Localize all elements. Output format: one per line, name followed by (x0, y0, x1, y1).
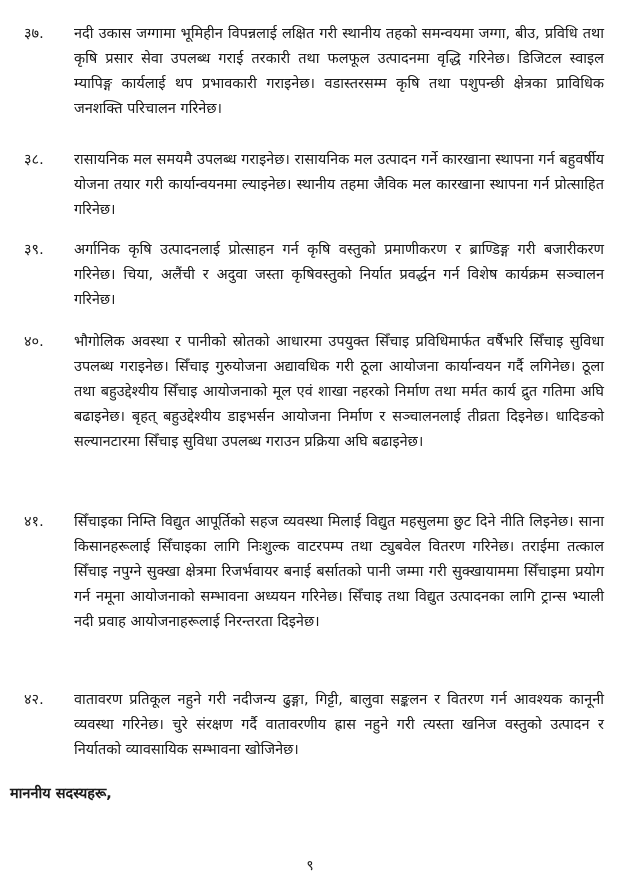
paragraph-number: ४१. (24, 514, 44, 530)
paragraph-number: ३९. (24, 242, 44, 258)
page-number: ९ (306, 858, 314, 874)
paragraph-number: ४०. (24, 334, 44, 350)
paragraph-number: ३८. (24, 152, 44, 168)
paragraph-41 (24, 510, 604, 635)
paragraph-text: भौगोलिक अवस्था र पानीको स्रोतको आधारमा उपयुक्त सिँचाइ प्रविधिमार्फत वर्षैभरि सिँचाइ सुविधा उपलब्ध गराइनेछ। सिँचाइ गुरुयोजना अद्यावधिक गरी ठूला आयोजना कार्यान्वयन गर्दै लगिनेछ। ठूला तथा बहुउद्देश्यीय सिँचाइ आयोजनाको मूल एवं शाखा नहरको निर्माण तथा मर्मत कार्य द्रुत गतिमा अघि बढाइनेछ। बृहत् बहुउद्देश्यीय डाइभर्सन आयोजना निर्माण र सञ्चालनलाई तीव्रता दिइनेछ। धादिङको सल्यानटारमा सिँचाइ सुविधा उपलब्ध गराउन प्रक्रिया अघि बढाइनेछ। (74, 334, 604, 450)
paragraph-text: वातावरण प्रतिकूल नहुने गरी नदीजन्य ढुङ्गा, गिट्टी, बालुवा सङ्कलन र वितरण गर्न आवश्यक कानूनी व्यवस्था गरिनेछ। चुरे संरक्षण गर्दै वातावरणीय ह्रास नहुने गरी त्यस्ता खनिज वस्तुको उत्पादन र निर्यातको व्यावसायिक सम्भावना खोजिनेछ। (74, 692, 604, 758)
paragraph-text: रासायनिक मल समयमै उपलब्ध गराइनेछ। रासायनिक मल उत्पादन गर्ने कारखाना स्थापना गर्न बहुवर्षीय योजना तयार गरी कार्यान्वयनमा ल्याइनेछ। स्थानीय तहमा जैविक मल कारखाना स्थापना गर्न प्रोत्साहित गरिनेछ। (74, 152, 604, 218)
paragraph-text: नदी उकास जग्गामा भूमिहीन विपन्नलाई लक्षित गरी स्थानीय तहको समन्वयमा जग्गा, बीउ, प्रविधि तथा कृषि प्रसार सेवा उपलब्ध गराई तरकारी तथा फलफूल उत्पादनमा वृद्धि गरिनेछ। डिजिटल स्वाइल म्यापिङ्ग कार्यलाई थप प्रभावकारी गराइनेछ। वडास्तरसम्म कृषि तथा पशुपन्छी क्षेत्रका प्राविधिक जनशक्ति परिचालन गरिनेछ। (74, 26, 604, 117)
paragraph-39 (24, 238, 604, 313)
paragraph-42 (24, 688, 604, 763)
paragraph-number: ३७. (24, 26, 44, 42)
paragraph-40 (24, 330, 604, 455)
paragraph-text: सिँचाइका निम्ति विद्युत आपूर्तिको सहज व्यवस्था मिलाई विद्युत महसुलमा छुट दिने नीति लिइनेछ। साना किसानहरूलाई सिँचाइका लागि निःशुल्क वाटरपम्प तथा ट्युबवेल वितरण गरिनेछ। तराईमा तत्काल सिँचाइ नपुग्ने सुक्खा क्षेत्रमा रिजर्भवायर बनाई बर्सातको पानी जम्मा गरी सुक्खायाममा सिँचाइमा प्रयोग गर्न नमूना आयोजनाको सम्भावना अध्ययन गरिनेछ। सिँचाइ तथा विद्युत उत्पादनका लागि ट्रान्स भ्याली नदी प्रवाह आयोजनाहरूलाई निरन्तरता दिइनेछ। (74, 514, 604, 630)
paragraph-number: ४२. (24, 692, 44, 708)
paragraph-text: अर्गानिक कृषि उत्पादनलाई प्रोत्साहन गर्न कृषि वस्तुको प्रमाणीकरण र ब्राण्डिङ्ग गरी बजारीकरण गरिनेछ। चिया, अलैंची र अदुवा जस्ता कृषिवस्तुको निर्यात प्रवर्द्धन गर्न विशेष कार्यक्रम सञ्चालन गरिनेछ। (74, 242, 604, 308)
salutation: माननीय सदस्यहरू, (10, 786, 112, 802)
paragraph-37 (24, 22, 604, 122)
paragraph-38 (24, 148, 604, 223)
